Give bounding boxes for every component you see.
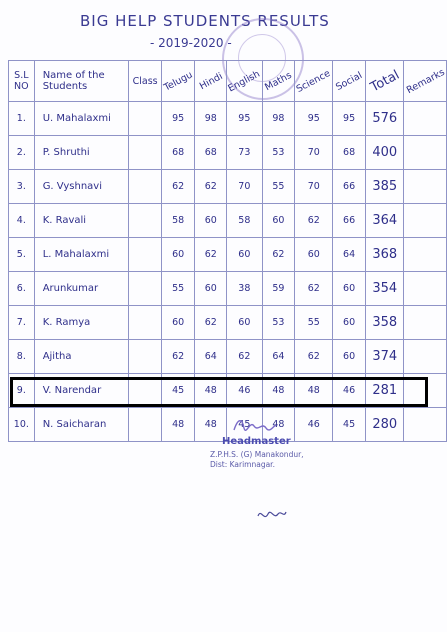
cell-telugu: 58 [161,204,194,238]
header-remarks [404,61,447,102]
cell-english: 73 [227,136,262,170]
cell-hindi: 98 [195,102,227,136]
cell-social: 60 [333,340,366,374]
cell-remarks [404,238,447,272]
cell-social: 60 [333,272,366,306]
cell-english: 38 [227,272,262,306]
cell-english: 62 [227,340,262,374]
cell-sl: 7. [9,306,35,340]
cell-social: 66 [333,204,366,238]
cell-sl: 4. [9,204,35,238]
cell-science: 70 [295,136,333,170]
stamp-line-school: Z.P.H.S. (G) Manakondur, [210,450,304,459]
cell-maths: 98 [262,102,295,136]
cell-science: 55 [295,306,333,340]
cell-sl: 1. [9,102,35,136]
cell-total: 576 [365,102,404,136]
cell-science: 60 [295,238,333,272]
cell-remarks [404,408,447,442]
cell-social: 95 [333,102,366,136]
cell-class [129,306,162,340]
header-sl-no: S.L NO [9,61,35,102]
cell-telugu: 55 [161,272,194,306]
stamp-title: Headmaster [222,436,291,447]
cell-science: 70 [295,170,333,204]
header-maths [262,61,295,102]
cell-remarks [404,136,447,170]
second-signature-icon [256,506,288,524]
header-name: Name of the Students [34,61,129,102]
header-total [365,61,404,102]
cell-english: 58 [227,204,262,238]
cell-total: 368 [365,238,404,272]
cell-maths: 55 [262,170,295,204]
table-row [9,340,447,374]
cell-sl: 9. [9,374,35,408]
cell-maths: 48 [262,408,295,442]
academic-year: - 2019-2020 - [150,36,232,50]
cell-class [129,102,162,136]
cell-sl: 3. [9,170,35,204]
table-row [9,102,447,136]
table-row [9,136,447,170]
cell-hindi: 48 [195,408,227,442]
header-telugu-label: Telugu [161,68,195,94]
cell-social: 66 [333,170,366,204]
cell-science: 62 [295,272,333,306]
cell-hindi: 64 [195,340,227,374]
cell-name: K. Ravali [34,204,129,238]
cell-name: N. Saicharan [34,408,129,442]
header-social-label: Social [334,69,365,93]
cell-name: L. Mahalaxmi [34,238,129,272]
cell-name: Arunkumar [34,272,129,306]
cell-remarks [404,272,447,306]
cell-name: P. Shruthi [34,136,129,170]
cell-social: 64 [333,238,366,272]
document-title: BIG HELP STUDENTS RESULTS [80,12,330,30]
table-row [9,204,447,238]
cell-remarks [404,306,447,340]
cell-sl: 8. [9,340,35,374]
cell-maths: 59 [262,272,295,306]
cell-telugu: 68 [161,136,194,170]
cell-remarks [404,340,447,374]
header-science [295,61,333,102]
cell-remarks [404,102,447,136]
header-hindi [195,61,227,102]
cell-science: 62 [295,204,333,238]
table-row [9,170,447,204]
cell-name: U. Mahalaxmi [34,102,129,136]
cell-hindi: 62 [195,306,227,340]
cell-class [129,272,162,306]
cell-class [129,238,162,272]
cell-total: 280 [365,408,404,442]
cell-total: 364 [365,204,404,238]
cell-sl: 2. [9,136,35,170]
cell-maths: 64 [262,340,295,374]
header-maths-label: Maths [263,69,294,93]
cell-science: 95 [295,102,333,136]
cell-hindi: 60 [195,272,227,306]
cell-hindi: 62 [195,170,227,204]
cell-name: V. Narendar [34,374,129,408]
table-row [9,238,447,272]
cell-social: 60 [333,306,366,340]
cell-social: 68 [333,136,366,170]
header-english-label: English [226,68,263,94]
cell-maths: 53 [262,136,295,170]
highlight-box [10,377,428,407]
cell-english: 70 [227,170,262,204]
header-english [227,61,262,102]
cell-english: 60 [227,306,262,340]
cell-total: 385 [365,170,404,204]
cell-english: 46 [227,374,262,408]
header-remarks-label: Remarks [404,66,447,96]
cell-english: 60 [227,238,262,272]
cell-total: 400 [365,136,404,170]
cell-hindi: 60 [195,204,227,238]
cell-remarks [404,204,447,238]
cell-hindi: 62 [195,238,227,272]
cell-sl: 6. [9,272,35,306]
cell-remarks [404,170,447,204]
headmaster-signature-icon [232,416,278,438]
header-hindi-label: Hindi [197,70,225,92]
header-class: Class [129,61,162,102]
table-row [9,272,447,306]
cell-class [129,340,162,374]
cell-sl: 10. [9,408,35,442]
cell-class [129,136,162,170]
cell-maths: 53 [262,306,295,340]
cell-class [129,170,162,204]
cell-telugu: 48 [161,408,194,442]
cell-class [129,408,162,442]
cell-telugu: 62 [161,340,194,374]
header-telugu [161,61,194,102]
cell-science: 46 [295,408,333,442]
header-social [333,61,366,102]
stamp-line-district: Dist: Karimnagar. [210,460,275,469]
cell-sl: 5. [9,238,35,272]
cell-telugu: 60 [161,306,194,340]
cell-telugu: 45 [161,374,194,408]
cell-name: K. Ramya [34,306,129,340]
cell-telugu: 62 [161,170,194,204]
cell-maths: 62 [262,238,295,272]
cell-total: 354 [365,272,404,306]
header-science-label: Science [294,67,333,95]
cell-telugu: 60 [161,238,194,272]
cell-science: 48 [295,374,333,408]
cell-hindi: 48 [195,374,227,408]
cell-telugu: 95 [161,102,194,136]
cell-maths: 60 [262,204,295,238]
cell-english: 95 [227,102,262,136]
cell-name: G. Vyshnavi [34,170,129,204]
cell-english: 45 [227,408,262,442]
cell-total: 358 [365,306,404,340]
cell-social: 45 [333,408,366,442]
cell-hindi: 68 [195,136,227,170]
cell-maths: 48 [262,374,295,408]
cell-total: 374 [365,340,404,374]
cell-class [129,204,162,238]
cell-social: 46 [333,374,366,408]
cell-science: 62 [295,340,333,374]
cell-name: Ajitha [34,340,129,374]
table-row [9,306,447,340]
table-header-row [9,61,447,102]
header-total-label: Total [367,67,402,95]
cell-total: 281 [365,374,404,408]
